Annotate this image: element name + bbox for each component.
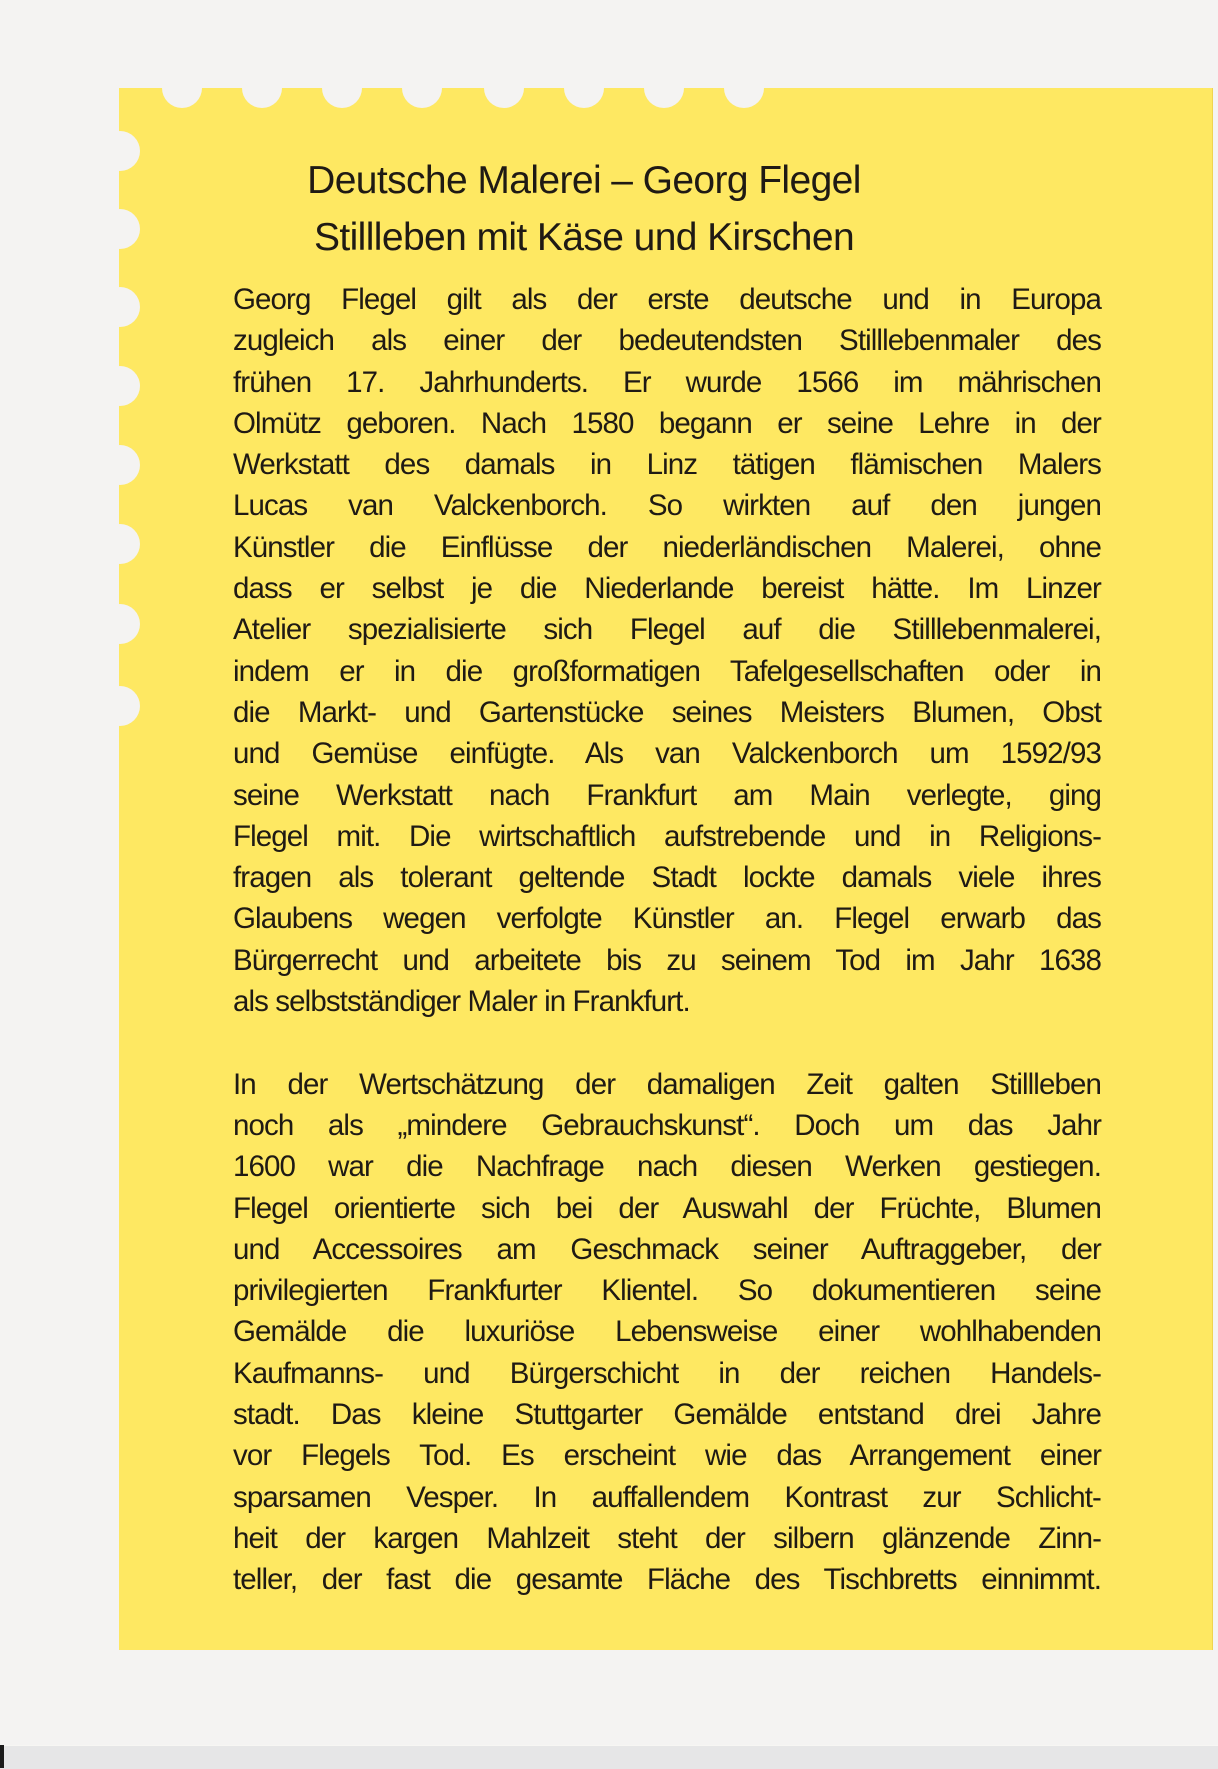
perforation-left [100,445,140,485]
text-line: Lucas van Valckenborch. So wirkten auf den jungen [233,489,1101,523]
perforation-top [322,68,362,108]
text-line: In der Wertschätzung der damaligen Zeit galten Stillleben [233,1067,1101,1101]
paragraph-gap [233,1022,1101,1063]
text-line: die Markt- und Gartenstücke seines Meisters Blumen, Obst [233,695,1101,729]
text-line: heit der kargen Mahlzeit steht der silbern glänzende Zinn- [233,1521,1101,1555]
text-line: und Gemüse einfügte. Als van Valckenborch um 1592/93 [233,737,1101,771]
page-corner-mark [0,1745,4,1768]
text-line: Flegel orientierte sich bei der Auswahl der Früchte, Blumen [233,1191,1101,1225]
panel-edge-line [1212,88,1213,1650]
perforation-top [484,68,524,108]
perforation-top [564,68,604,108]
perforation-left [100,604,140,644]
text-line: noch als „mindere Gebrauchskunst“. Doch um das Jahr [233,1108,1101,1142]
perforation-top [242,68,282,108]
text-line: als selbstständiger Maler in Frankfurt. [233,985,690,1019]
text-line: Georg Flegel gilt als der erste deutsche und in Europa [233,283,1101,316]
text-line: teller, der fast die gesamte Fläche des Tischbretts einnimmt. [233,1563,1101,1597]
text-line: Gemälde die luxuriöse Lebensweise einer wohlhabenden [233,1315,1101,1349]
text-line: Olmütz geboren. Nach 1580 begann er seine Lehre in der [233,406,1101,440]
text-line: Werkstatt des damals in Linz tätigen flämischen Malers [233,448,1101,482]
text-line: Glaubens wegen verfolgte Künstler an. Flegel erwarb das [233,902,1101,936]
perforation-top [162,68,202,108]
text-line: Künstler die Einflüsse der niederländischen Malerei, ohne [233,530,1101,564]
perforation-top [644,68,684,108]
page-bottom-edge [0,1745,1218,1769]
text-line: Atelier spezialisierte sich Flegel auf die Stilllebenmalerei, [233,613,1101,647]
paragraph [233,279,1101,1022]
document-title [119,152,1213,266]
perforation-top [724,68,764,108]
text-line: vor Flegels Tod. Es erscheint wie das Arrangement einer [233,1439,1101,1473]
text-line: und Accessoires am Geschmack seiner Auftraggeber, der [233,1232,1101,1266]
text-line: fragen als tolerant geltende Stadt lockte damals viele ihres [233,861,1101,895]
text-line: sparsamen Vesper. In auffallendem Kontrast zur Schlicht- [233,1480,1101,1514]
title-line: Deutsche Malerei – Georg Flegel [307,159,861,202]
text-line: zugleich als einer der bedeutendsten Stilllebenmaler des [233,324,1101,358]
perforation-left [100,366,140,406]
text-line: dass er selbst je die Niederlande bereist hätte. Im Linzer [233,572,1101,606]
subtitle-line: Stillleben mit Käse und Kirschen [313,216,855,259]
text-line: frühen 17. Jahrhunderts. Er wurde 1566 im mährischen [233,365,1101,399]
text-line: privilegierten Frankfurter Klientel. So dokumentieren seine [233,1274,1101,1308]
text-line: Bürgerrecht und arbeitete bis zu seinem Tod im Jahr 1638 [233,943,1101,977]
text-line: indem er in die großformatigen Tafelgesellschaften oder in [233,654,1101,688]
text-line: Flegel mit. Die wirtschaftlich aufstrebende und in Religions- [233,819,1101,853]
text-line: seine Werkstatt nach Frankfurt am Main verlegte, ging [233,778,1101,812]
body-text [233,279,1101,1601]
text-line: stadt. Das kleine Stuttgarter Gemälde entstand drei Jahre [233,1398,1101,1432]
perforation-left [100,287,140,327]
text-line: 1600 war die Nachfrage nach diesen Werken gestiegen. [233,1150,1101,1184]
perforation-left [100,686,140,726]
perforation-left [100,524,140,564]
text-line: Kaufmanns- und Bürgerschicht in der reichen Handels- [233,1356,1101,1390]
perforation-top [402,68,442,108]
paragraph [233,1064,1101,1601]
